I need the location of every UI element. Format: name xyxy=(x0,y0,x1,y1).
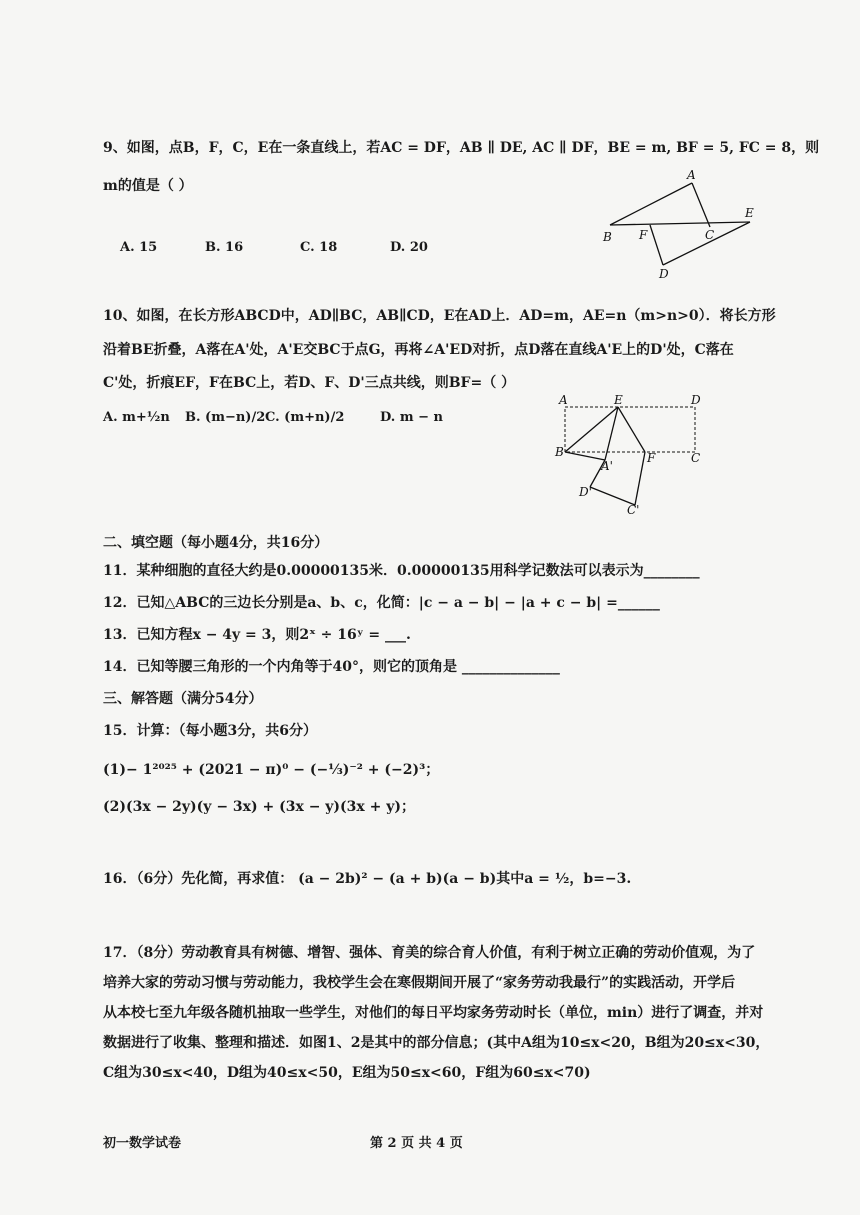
q15-title: 15．计算：（每小题3分，共6分） xyxy=(103,723,317,739)
q10-option-c: C. (m+n)/2 xyxy=(265,410,345,425)
q11-text: 11．某种细胞的直径大约是0.00000135米．0.00000135用科学记数法可以表示为________ xyxy=(103,563,700,579)
q15-part1: (1)− 1²⁰²⁵ + (2021 − π)⁰ − (−⅓)⁻² + (−2)³； xyxy=(103,762,440,778)
q12-text: 12．已知△ABC的三边长分别是a、b、c，化简：|c − a − b| − |a + c − b| =______ xyxy=(103,595,660,611)
section3-title: 三、解答题（满分54分） xyxy=(103,691,263,707)
q17-line5: C组为30≤x<40，D组为40≤x<50，E组为50≤x<60，F组为60≤x<70) xyxy=(103,1065,591,1081)
section2-title: 二、填空题（每小题4分，共16分） xyxy=(103,535,329,551)
footer-exam-title: 初一数学试卷 xyxy=(103,1136,182,1151)
q9-option-d: D. 20 xyxy=(390,240,428,255)
q9-label-e: E xyxy=(745,206,754,220)
q9-label-a: A xyxy=(687,168,696,182)
q16-text: 16．（6分）先化简，再求值： (a − 2b)² − (a + b)(a − b)其中a = ½，b=−3. xyxy=(103,871,632,887)
q13-text: 13．已知方程x − 4y = 3，则2ˣ ÷ 16ʸ = ___. xyxy=(103,627,411,643)
q10-option-d: D. m − n xyxy=(380,410,444,425)
q10-line2: 沿着BE折叠，A落在A'处，A'E交BC于点G，再将∠A'ED对折，点D落在直线A'E上的D'处，C落在 xyxy=(103,342,734,358)
q10-option-b: B. (m−n)/2 xyxy=(185,410,266,425)
q10-label-c1: C' xyxy=(627,503,640,517)
q10-label-a: A xyxy=(559,393,568,407)
q10-label-e: E xyxy=(614,393,623,407)
q9-option-b: B. 16 xyxy=(205,240,244,255)
q9-line1: 9、如图，点B，F，C，E在一条直线上，若AC = DF，AB ∥ DE, AC ∥ DF，BE = m, BF = 5, FC = 8，则 xyxy=(103,140,820,156)
q9-figure xyxy=(595,165,765,285)
footer-page-number: 第 2 页 共 4 页 xyxy=(370,1136,463,1151)
q9-label-c: C xyxy=(705,228,715,242)
q10-label-c: C xyxy=(691,451,701,465)
q9-option-a: A. 15 xyxy=(120,240,158,255)
q9-label-f: F xyxy=(639,228,648,242)
q14-text: 14．已知等腰三角形的一个内角等于40°，则它的顶角是 ______________ xyxy=(103,659,560,675)
q10-figure xyxy=(545,392,715,517)
q10-option-a: A. m+½n xyxy=(103,410,170,425)
q10-label-d: D xyxy=(691,393,701,407)
q9-label-b: B xyxy=(603,230,612,244)
q9-option-c: C. 18 xyxy=(300,240,338,255)
q9-line2: m的值是（ ） xyxy=(103,178,193,194)
q17-line3: 从本校七至九年级各随机抽取一些学生，对他们的每日平均家务劳动时长（单位，min）进行了调查，并对 xyxy=(103,1005,764,1021)
q10-label-f: F xyxy=(647,451,656,465)
q9-label-d: D xyxy=(659,267,669,281)
q10-line1: 10、如图，在长方形ABCD中，AD∥BC，AB∥CD，E在AD上．AD=m，AE=n（m>n>0）．将长方形 xyxy=(103,308,776,324)
q10-label-b: B xyxy=(555,445,564,459)
q15-part2: (2)(3x − 2y)(y − 3x) + (3x − y)(3x + y)； xyxy=(103,799,416,815)
q10-label-a1: A' xyxy=(601,459,613,473)
q10-label-d1: D' xyxy=(579,485,592,499)
q17-line2: 培养大家的劳动习惯与劳动能力，我校学生会在寒假期间开展了“家务劳动我最行”的实践活动，开学后 xyxy=(103,975,736,991)
q17-line1: 17．（8分）劳动教育具有树德、增智、强体、育美的综合育人价值，有利于树立正确的劳动价值观，为了 xyxy=(103,945,756,961)
q17-line4: 数据进行了收集、整理和描述．如图1、2是其中的部分信息；(其中A组为10≤x<20，B组为20≤x<30， xyxy=(103,1035,770,1051)
q10-line3: C'处，折痕EF，F在BC上，若D、F、D'三点共线，则BF=（ ） xyxy=(103,375,516,391)
